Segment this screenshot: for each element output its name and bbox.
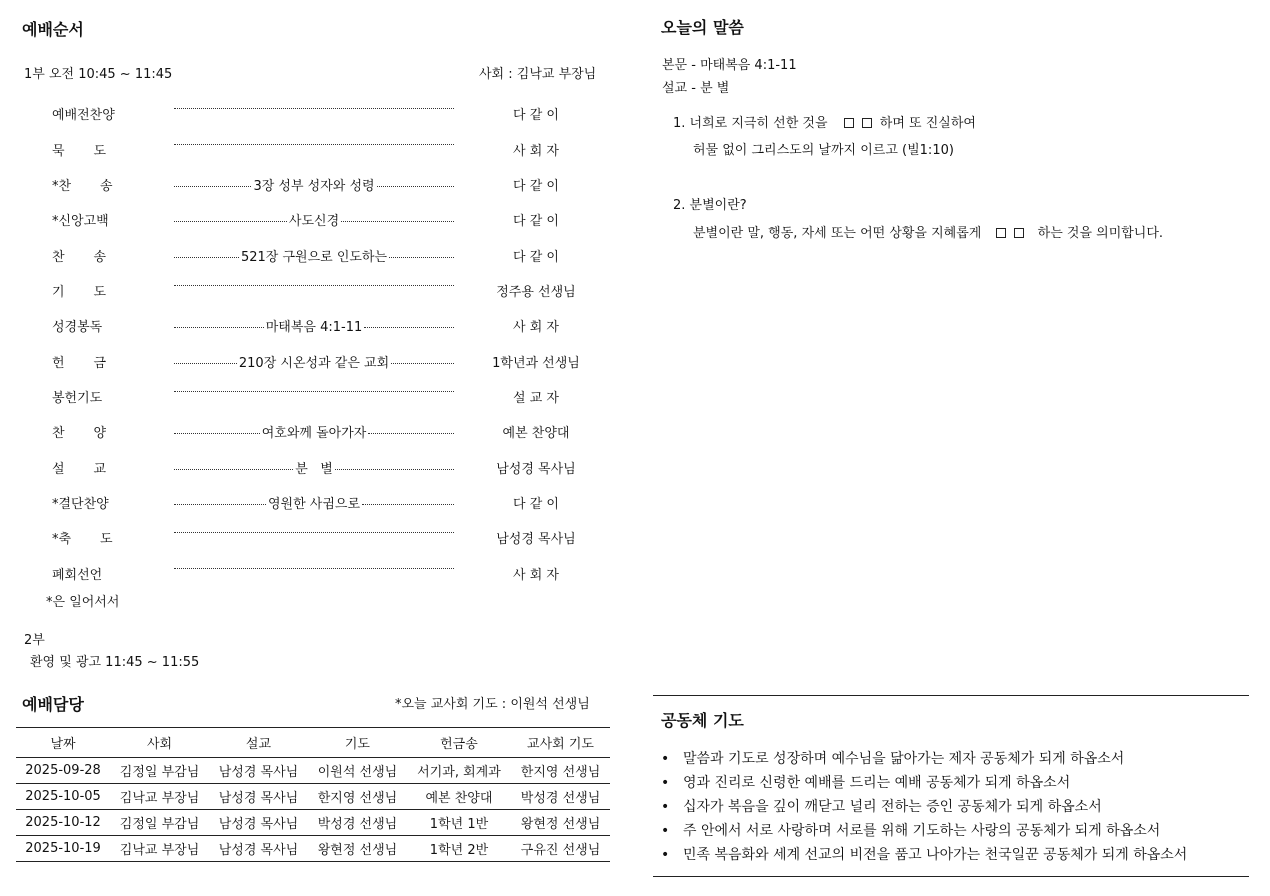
order-item-person: 다 같 이 xyxy=(513,179,559,194)
standing-note: *은 일어서서 xyxy=(46,595,120,610)
order-item-person: 다 같 이 xyxy=(513,250,559,265)
table-cell: 김정일 부감님 xyxy=(110,810,209,836)
dot-leader xyxy=(174,327,264,328)
col-host: 사회 xyxy=(110,728,209,758)
prayer-text: 십자가 복음을 깊이 깨닫고 널리 전하는 증인 공동체가 되게 하옵소서 xyxy=(683,799,1102,815)
order-row xyxy=(0,246,620,266)
part2-text: 환영 및 광고 11:45 ~ 11:55 xyxy=(30,655,200,670)
order-item-person: 사 회 자 xyxy=(513,144,559,159)
part2-label: 2부 xyxy=(24,633,45,648)
order-item-name: 설 교 xyxy=(52,462,107,477)
table-cell: 1학년 2반 xyxy=(407,836,511,862)
order-item-leader xyxy=(174,422,454,441)
dot-leader xyxy=(368,433,454,434)
point2-title: 2. 분별이란? xyxy=(673,198,747,213)
order-item-person: 남성경 목사님 xyxy=(496,532,576,547)
table-row xyxy=(16,784,610,810)
table-cell: 2025-10-05 xyxy=(16,784,110,810)
table-cell: 남성경 목사님 xyxy=(209,758,308,784)
table-row xyxy=(16,836,610,862)
list-item xyxy=(661,772,1187,796)
community-title: 공동체 기도 xyxy=(661,711,744,730)
community-prayer-box xyxy=(653,695,1249,877)
order-item-name: 성경봉독 xyxy=(52,320,103,335)
prayer-text: 민족 복음화와 세계 선교의 비전을 품고 나아가는 천국일꾼 공동체가 되게 하옵소서 xyxy=(683,847,1188,863)
order-item-leader xyxy=(174,564,454,569)
table-cell: 박성경 선생님 xyxy=(308,810,407,836)
order-item-leader xyxy=(174,210,454,229)
point1-text-a: 1. 너희로 지극히 선한 것을 xyxy=(673,116,828,131)
order-item-person: 사 회 자 xyxy=(513,320,559,335)
order-row xyxy=(0,281,620,301)
table-cell: 남성경 목사님 xyxy=(209,810,308,836)
col-sermon: 설교 xyxy=(209,728,308,758)
bullet-icon: • xyxy=(661,823,670,839)
list-item xyxy=(661,796,1187,820)
dot-leader xyxy=(174,568,454,569)
table-cell: 김정일 부감님 xyxy=(110,758,209,784)
order-item-person: 예본 찬양대 xyxy=(502,426,570,441)
col-prayer: 기도 xyxy=(308,728,407,758)
order-item-name: *신앙고백 xyxy=(52,214,109,229)
dot-leader xyxy=(364,327,454,328)
host-label: 사회 : 김낙교 부장님 xyxy=(479,67,597,82)
bullet-icon: • xyxy=(661,799,670,815)
order-row xyxy=(0,140,620,160)
order-item-leader xyxy=(174,458,454,477)
table-cell: 1학년 1반 xyxy=(407,810,511,836)
point2-text-a: 분별이란 말, 행동, 자세 또는 어떤 상황을 지혜롭게 xyxy=(693,226,982,241)
dot-leader xyxy=(362,504,454,505)
duty-table xyxy=(16,727,610,862)
part1-time: 1부 오전 10:45 ~ 11:45 xyxy=(24,67,173,82)
table-cell: 서기과, 회계과 xyxy=(407,758,511,784)
point2-line xyxy=(693,222,1163,241)
table-cell: 박성경 선생님 xyxy=(511,784,610,810)
point1-line1 xyxy=(673,112,976,131)
dot-leader xyxy=(174,532,454,533)
order-item-leader xyxy=(174,528,454,533)
table-cell: 왕현정 선생님 xyxy=(511,810,610,836)
prayer-text: 주 안에서 서로 사랑하며 서로를 위해 기도하는 사랑의 공동체가 되게 하옵소서 xyxy=(683,823,1161,839)
dot-leader xyxy=(174,186,251,187)
order-item-name: 폐회선언 xyxy=(52,568,103,583)
order-row xyxy=(0,352,620,372)
table-row xyxy=(16,810,610,836)
blank-box-icon xyxy=(840,116,876,131)
point1-text-b: 하며 또 진실하여 xyxy=(879,116,976,131)
order-item-name: *축 도 xyxy=(52,532,113,547)
table-cell: 남성경 목사님 xyxy=(209,784,308,810)
table-cell: 이원석 선생님 xyxy=(308,758,407,784)
dot-leader xyxy=(174,504,266,505)
blank-box-icon xyxy=(992,226,1028,241)
order-item-leader xyxy=(174,493,454,512)
order-row xyxy=(0,458,620,478)
table-row xyxy=(16,758,610,784)
dot-leader xyxy=(174,363,237,364)
table-cell: 2025-09-28 xyxy=(16,758,110,784)
table-cell: 김낙교 부장님 xyxy=(110,784,209,810)
order-item-leader xyxy=(174,246,454,265)
order-item-name: 묵 도 xyxy=(52,144,107,159)
col-teacher-prayer: 교사회 기도 xyxy=(511,728,610,758)
order-item-person: 사 회 자 xyxy=(513,568,559,583)
order-item-name: 기 도 xyxy=(52,285,107,300)
community-list xyxy=(661,748,1187,868)
order-item-name: *찬 송 xyxy=(52,179,113,194)
dot-leader xyxy=(335,469,454,470)
order-item-name: 예배전찬양 xyxy=(52,108,115,123)
point1-line2: 허물 없이 그리스도의 날까지 이르고 (빌1:10) xyxy=(693,143,954,158)
bullet-icon: • xyxy=(661,847,670,863)
order-title: 예배순서 xyxy=(22,20,84,39)
duty-header-row xyxy=(16,728,610,758)
order-item-name: 헌 금 xyxy=(52,356,107,371)
point2-text-b: 하는 것을 의미합니다. xyxy=(1037,226,1164,241)
order-row xyxy=(0,175,620,195)
order-row xyxy=(0,210,620,230)
order-item-leader xyxy=(174,104,454,109)
table-cell: 김낙교 부장님 xyxy=(110,836,209,862)
order-item-person: 다 같 이 xyxy=(513,108,559,123)
dot-leader xyxy=(174,285,454,286)
dot-leader xyxy=(174,391,454,392)
order-item-name: 찬 양 xyxy=(52,426,107,441)
order-row xyxy=(0,387,620,407)
table-cell: 남성경 목사님 xyxy=(209,836,308,862)
dot-leader xyxy=(174,433,260,434)
prayer-text: 영과 진리로 신령한 예배를 드리는 예배 공동체가 되게 하옵소서 xyxy=(683,775,1071,791)
order-item-person: 다 같 이 xyxy=(513,497,559,512)
list-item xyxy=(661,748,1187,772)
table-cell: 한지영 선생님 xyxy=(511,758,610,784)
dot-leader xyxy=(174,257,239,258)
dot-leader xyxy=(174,469,293,470)
order-item-name: 봉헌기도 xyxy=(52,391,103,406)
order-item-person: 남성경 목사님 xyxy=(496,462,576,477)
word-sermon-line: 설교 - 분 별 xyxy=(662,81,730,96)
list-item xyxy=(661,844,1187,868)
bullet-icon: • xyxy=(661,775,670,791)
order-item-person: 다 같 이 xyxy=(513,214,559,229)
table-cell: 2025-10-12 xyxy=(16,810,110,836)
word-title: 오늘의 말씀 xyxy=(661,18,744,37)
order-item-content: 마태복음 4:1-11 xyxy=(265,320,363,335)
order-item-leader xyxy=(174,140,454,145)
list-item xyxy=(661,820,1187,844)
dot-leader xyxy=(377,186,454,187)
order-item-content: 사도신경 xyxy=(288,214,340,229)
dot-leader xyxy=(174,144,454,145)
teacher-prayer: *오늘 교사회 기도 : 이원석 선생님 xyxy=(395,697,590,712)
dot-leader xyxy=(391,363,454,364)
table-cell: 왕현정 선생님 xyxy=(308,836,407,862)
order-item-person: 1학년과 선생님 xyxy=(492,356,580,371)
order-row xyxy=(0,528,620,548)
prayer-text: 말씀과 기도로 성장하며 예수님을 닮아가는 제자 공동체가 되게 하옵소서 xyxy=(683,751,1125,767)
order-row xyxy=(0,422,620,442)
col-date: 날짜 xyxy=(16,728,110,758)
dot-leader xyxy=(174,108,454,109)
order-item-leader xyxy=(174,175,454,194)
order-item-content: 210장 시온성과 같은 교회 xyxy=(238,356,390,371)
dot-leader xyxy=(341,221,454,222)
duty-title: 예배담당 xyxy=(22,695,84,714)
order-item-person: 설 교 자 xyxy=(513,391,559,406)
order-row xyxy=(0,493,620,513)
order-item-content: 분 별 xyxy=(295,462,333,477)
order-item-name: *결단찬양 xyxy=(52,497,109,512)
order-item-person: 정주용 선생님 xyxy=(496,285,576,300)
col-offering-song: 헌금송 xyxy=(407,728,511,758)
order-item-content: 521장 구원으로 인도하는 xyxy=(240,250,388,265)
word-text-line: 본문 - 마태복음 4:1-11 xyxy=(662,58,797,73)
dot-leader xyxy=(389,257,454,258)
table-cell: 예본 찬양대 xyxy=(407,784,511,810)
order-item-name: 찬 송 xyxy=(52,250,107,265)
order-item-content: 3장 성부 성자와 성령 xyxy=(253,179,375,194)
dot-leader xyxy=(174,221,287,222)
order-item-content: 여호와께 돌아가자 xyxy=(261,426,367,441)
table-cell: 2025-10-19 xyxy=(16,836,110,862)
order-row xyxy=(0,564,620,584)
table-cell: 구유진 선생님 xyxy=(511,836,610,862)
order-item-leader xyxy=(174,387,454,392)
order-row xyxy=(0,316,620,336)
order-item-leader xyxy=(174,352,454,371)
order-item-leader xyxy=(174,316,454,335)
order-row xyxy=(0,104,620,124)
order-item-leader xyxy=(174,281,454,286)
bullet-icon: • xyxy=(661,751,670,767)
table-cell: 한지영 선생님 xyxy=(308,784,407,810)
order-item-content: 영원한 사귐으로 xyxy=(267,497,361,512)
